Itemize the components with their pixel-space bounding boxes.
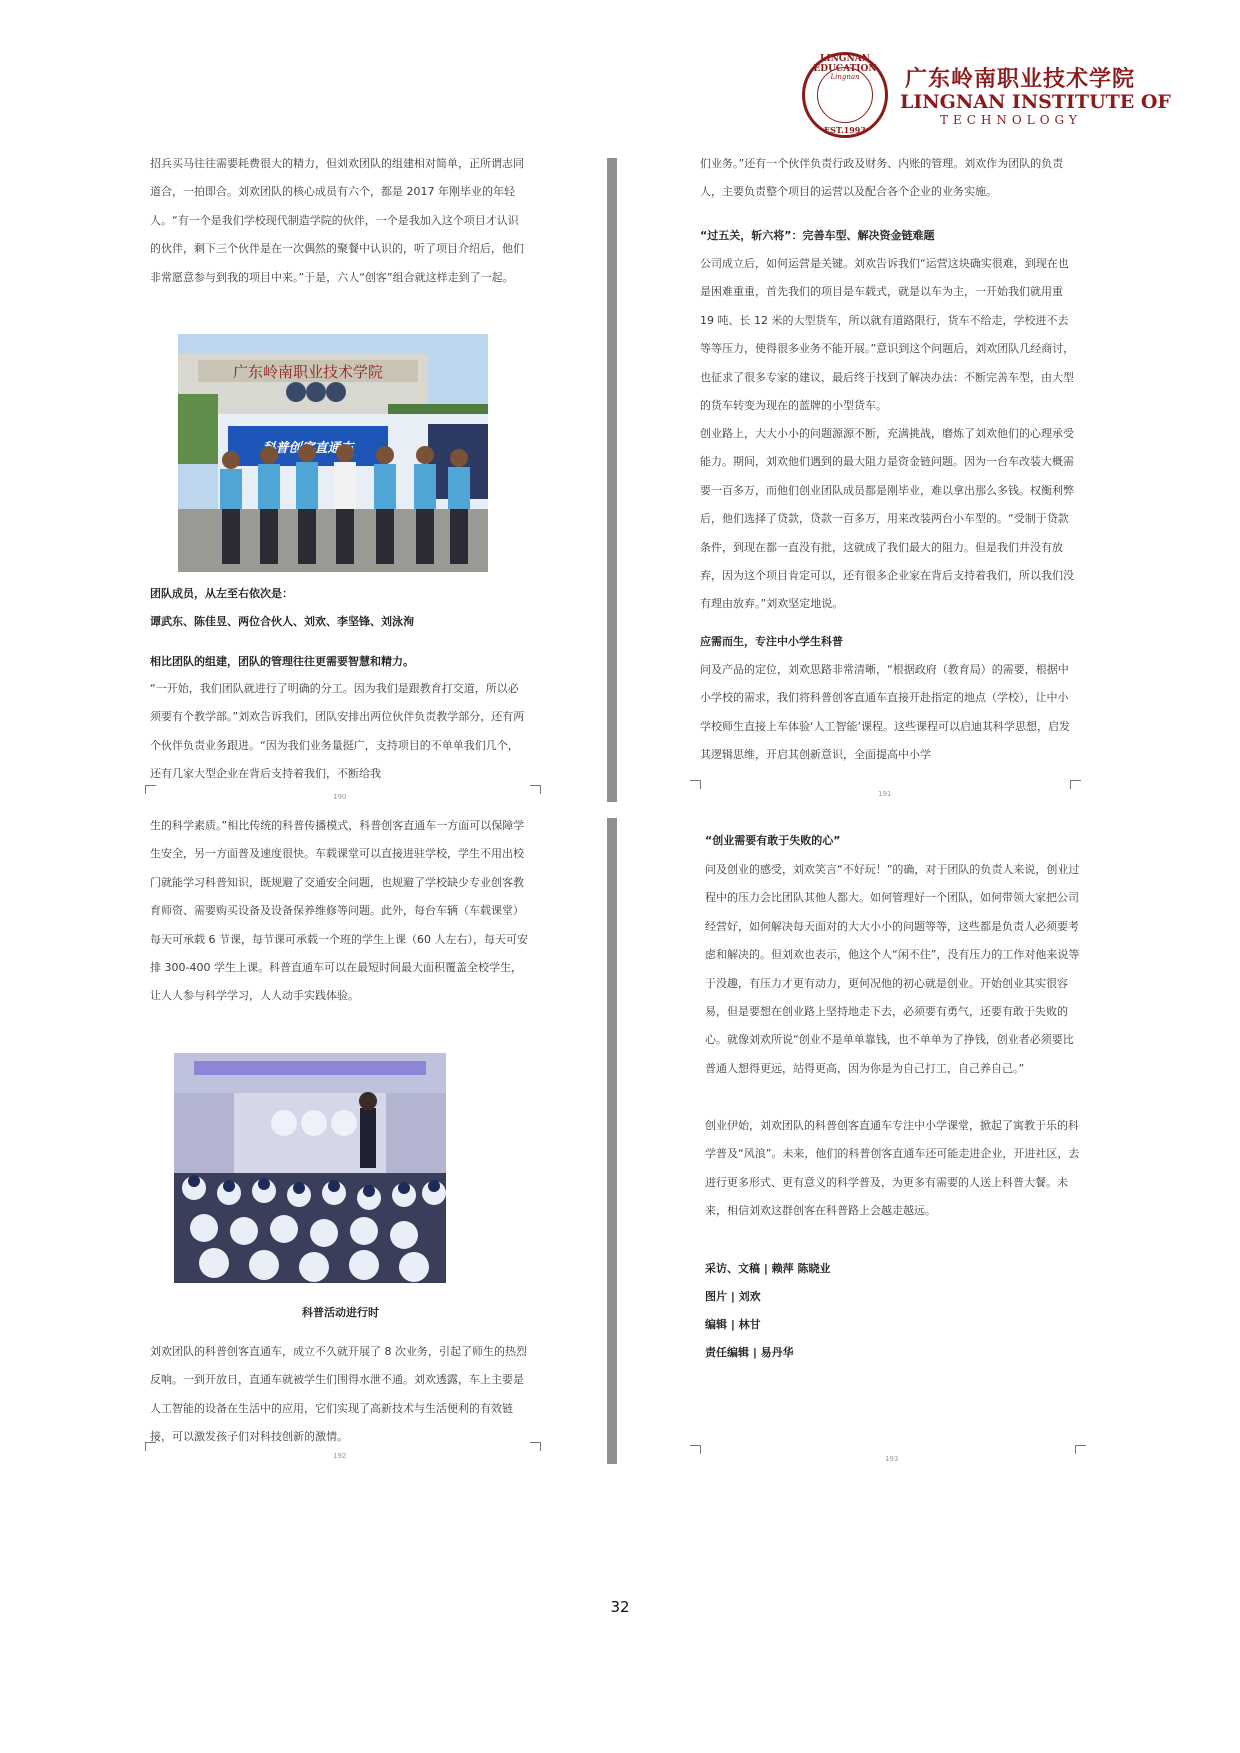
page3-paragraph-2: 刘欢团队的科普创客直通车，成立不久就开展了 8 次业务，引起了师生的热烈反响。一到开放日，直通车就被学生们围得水泄不通。刘欢透露，车上主要是人工智能的设备在生活中的应用，它们实现了高新技术与生活便利的有效链接，可以激发孩子们对科技创新的激情。 [150,1345,527,1444]
credit-photo: 图片 | 刘欢 [705,1290,761,1303]
credit-editor: 编辑 | 林甘 [705,1318,761,1331]
photo-building-sign: 广东岭南职业技术学院 [232,363,384,381]
page4-paragraph-2: 创业伊始，刘欢团队的科普创客直通车专注中小学课堂，掀起了寓教于乐的科学普及“风浪”。未来，他们的科普创客直通车还可能走进企业，开进社区，去进行更多形式、更有意义的科学普及，为更多有需要的人送上科普大餐。未来，相信刘欢这群创客在科普路上会越走越远。 [705,1119,1080,1218]
seal-mid-text: Lingnan [830,73,860,81]
page1-corner-mark-left [145,785,156,794]
page3-corner-mark-right [530,1442,541,1451]
page2-number: 191 [878,790,892,798]
page4-corner-mark-right [1075,1445,1086,1454]
institute-name-en-2: TECHNOLOGY [940,113,1082,127]
page1-number: 190 [333,793,347,801]
page1-paragraph-2: “一开始，我们团队就进行了明确的分工。因为我们是跟教育打交道，所以必须要有个教学部。”刘欢告诉我们，团队安排出两位伙伴负责教学部分，还有两个伙伴负责业务跟进。“因为我们业务量挺广，支持项目的不单单我们几个，还有几家大型企业在背后支持着我们，不断给我 [150,682,525,781]
page2-corner-mark-left [690,780,701,789]
classroom-photo-image [174,1053,446,1283]
institute-seal-logo [802,52,888,138]
page4-paragraph-1: 问及创业的感受，刘欢笑言“不好玩！”的确，对于团队的负责人来说，创业过程中的压力会比团队其他人都大。如何管理好一个团队，如何带领大家把公司经营好，如何解决每天面对的大大小小的问题等等，这些都是负责人必须要考虑和解决的。但刘欢也表示，他这个人“闲不住”，没有压力的工作对他来说等于没趣，有压力才更有动力，更何况他的初心就是创业。开始创业其实很容易，但是要想在创业路上坚持地走下去，必须要有勇气，还要有敢于失败的心。就像刘欢所说“创业不是单单靠钱，也不单单为了挣钱，创业者必须要比普通人想得更远，站得更高，因为你是为自己打工，自己养自己。” [705,863,1080,1075]
page1-heading: 相比团队的组建，团队的管理往往更需要智慧和精力。 [150,655,414,668]
page3-corner-mark-left [145,1442,156,1451]
document-page-number: 32 [610,1598,630,1616]
page2-corner-mark-right [1070,780,1081,789]
page4-heading: “创业需要有敢于失败的心” [705,834,841,847]
credit-interview-writer: 采访、文稿 | 赖萍 陈晓业 [705,1262,831,1275]
team-photo-image [178,334,488,572]
page1-corner-mark-right [530,785,541,794]
classroom-photo-caption: 科普活动进行时 [302,1306,379,1319]
page2-heading-2: 应需而生，专注中小学生科普 [700,635,843,648]
credit-chief-editor: 责任编辑 | 易丹华 [705,1346,794,1359]
team-caption-line-2: 谭武东、陈佳昱、两位合伙人、刘欢、李坚锋、刘泳洵 [150,615,414,628]
page3-number: 192 [333,1452,347,1460]
seal-top-text: LINGNAN EDUCATION [813,54,877,74]
page2-paragraph-4: 问及产品的定位，刘欢思路非常清晰，“根据政府（教育局）的需要，根据中小学校的需求，我们将科普创客直通车直接开赴指定的地点（学校），让中小学校师生直接上车体验‘人工智能’课程。这些课程可以启迪其科学思想，启发其逻辑思维，开启其创新意识，全面提高中小学 [700,663,1070,762]
institute-name-en-1: LINGNAN INSTITUTE OF [900,91,1171,113]
classroom-photo [174,1053,446,1283]
page3-paragraph-1: 生的科学素质。”相比传统的科普传播模式，科普创客直通车一方面可以保障学生安全，另一方面普及速度很快。车载课堂可以直接进驻学校，学生不用出校门就能学习科普知识，既规避了交通安全问题，也规避了学校缺少专业创客教育师资、需要购买设备及设备保养维修等问题。此外，每台车辆（车载课堂）每天可承载 6 节课，每节课可承载一个班的学生上课（60 人左右），每天可安排 300-400 学生上课。科普直通车可以在最短时间最大面积覆盖全校学生，让人人参与科学学习，人人动手实践体验。 [150,819,528,1003]
page2-paragraph-3: 创业路上，大大小小的问题源源不断，充满挑战，磨炼了刘欢他们的心理承受能力。期间，刘欢他们遇到的最大阻力是资金链问题。因为一台车改装大概需要一百多万，而他们创业团队成员都是刚毕业，难以拿出那么多钱。权衡利弊后，他们选择了贷款，贷款一百多万，用来改装两台小车型的。“受制于贷款条件，到现在都一直没有批，这就成了我们最大的阻力。但是我们并没有放弃，因为这个项目肯定可以，还有很多企业家在背后支持着我们，所以我们没有理由放弃。”刘欢坚定地说。 [700,427,1074,611]
seal-year-text: EST.1993 [824,125,866,135]
column-divider-bottom [607,818,617,1464]
institute-name-cn: 广东岭南职业技术学院 [905,67,1136,92]
page2-paragraph-1: 们业务。”还有一个伙伴负责行政及财务、内账的管理。刘欢作为团队的负责人，主要负责整个项目的运营以及配合各个企业的业务实施。 [700,157,1064,199]
page2-heading-1: “过五关，斩六将”：完善车型、解决资金链难题 [700,229,935,242]
page4-corner-mark-left [690,1445,701,1454]
team-caption-line-1: 团队成员，从左至右依次是： [150,587,293,600]
page1-paragraph-1: 招兵买马往往需要耗费很大的精力，但刘欢团队的组建相对简单，正所谓志同道合，一拍即合。刘欢团队的核心成员有六个，都是 2017 年刚毕业的年轻人。“有一个是我们学校现代制造学院的伙伴，一个是我加入这个项目才认识的伙伴，剩下三个伙伴是在一次偶然的聚餐中认识的，听了项目介绍后，他们非常愿意参与到我的项目中来。”于是，六人“创客”组合就这样走到了一起。 [150,157,524,284]
page4-number: 193 [885,1455,899,1463]
column-divider-top [607,158,617,802]
team-photo [178,334,488,572]
page2-paragraph-2: 公司成立后，如何运营是关键。刘欢告诉我们“运营这块确实很难，到现在也是困难重重，首先我们的项目是车载式，就是以车为主，一开始我们就用重 19 吨、长 12 米的大型货车，所以就有道路限行，货车不给走，学校进不去等等压力，使得很多业务不能开展。”意识到这个问题后，刘欢团队几经商讨，也征求了很多专家的建议，最后终于找到了解决办法：不断完善车型，由大型的货车转变为现在的蓝牌的小型货车。 [700,257,1075,413]
